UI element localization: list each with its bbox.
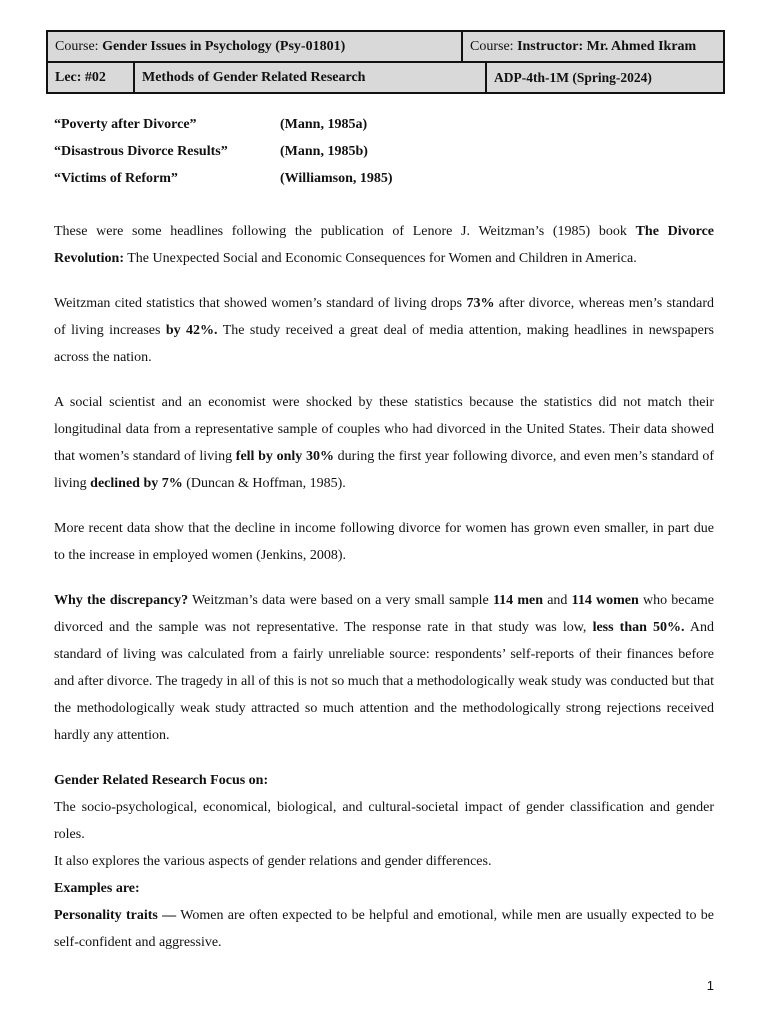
headline-quote: “Disastrous Divorce Results”	[54, 143, 228, 159]
paragraph-weitzman-stats	[54, 290, 714, 371]
instructor-cell	[461, 32, 723, 61]
header-row-1	[48, 32, 723, 61]
course-cell	[48, 32, 461, 61]
example-label: Personality traits —	[54, 908, 177, 923]
text-run: and	[543, 593, 572, 608]
headline-list	[54, 111, 714, 192]
focus-heading: Gender Related Research Focus on:	[54, 773, 269, 788]
header-row-2	[48, 61, 723, 92]
examples-heading: Examples are:	[54, 881, 140, 896]
headline-citation: (Mann, 1985b)	[280, 143, 368, 159]
stat-highlight: 114 women	[571, 593, 639, 608]
headline-item	[54, 111, 714, 138]
text-run: A social scientist and an economist were shocked by these statistics because the statistics did not match their longitudinal data from a representative sample of couples who had divorced in the United States. Their data showed that women’s standard of living	[54, 395, 714, 464]
stat-highlight: 114 men	[492, 593, 544, 608]
instructor-label: Course:	[470, 38, 514, 54]
text-run: after divorce, whereas men’s standard of living increases	[54, 296, 714, 338]
text-run: (Duncan & Hoffman, 1985).	[182, 476, 346, 491]
course-name: Gender Issues in Psychology (Psy-01801)	[102, 38, 346, 54]
headline-citation: (Williamson, 1985)	[280, 170, 393, 186]
stat-highlight: declined by 7%	[90, 476, 183, 491]
focus-line-2: It also explores the various aspects of gender relations and gender differences.	[54, 854, 492, 869]
text-run: Weitzman’s data were based on a very small sample	[188, 593, 493, 608]
course-label: Course:	[55, 38, 99, 54]
stat-highlight: less than 50%.	[592, 620, 685, 635]
text-run: And standard of living was calculated from a fairly unreliable source: respondents’ self-reports of their finances before and after divorce. The tragedy in all of this is not so much that a methodologically weak study was conducted but that the methodologically weak study attracted so much attention and the methodologically strong rejections received hardly any attention.	[54, 620, 715, 743]
term-code: ADP-4th-1M (Spring-2024)	[485, 63, 723, 92]
headline-quote: “Victims of Reform”	[54, 170, 178, 186]
stat-highlight: by 42%.	[165, 323, 218, 338]
text-run: Weitzman cited statistics that showed women’s standard of living drops	[54, 296, 467, 311]
headline-citation: (Mann, 1985a)	[280, 116, 368, 132]
lecture-title: Methods of Gender Related Research	[133, 63, 485, 92]
question-highlight: Why the discrepancy?	[54, 593, 189, 608]
course-header-table	[46, 30, 725, 94]
paragraph-duncan-hoffman	[54, 389, 714, 497]
text-run: The study received a great deal of media attention, making headlines in newspapers across the nation.	[54, 323, 715, 365]
headline-item	[54, 165, 714, 192]
headline-item	[54, 138, 714, 165]
text-run: The Unexpected Social and Economic Consequences for Women and Children in America.	[124, 251, 637, 266]
paragraph-discrepancy	[54, 587, 714, 749]
headline-quote: “Poverty after Divorce”	[54, 116, 197, 132]
text-run: who became divorced and the sample was not representative. The response rate in that study was low,	[54, 593, 715, 635]
stat-highlight: fell by only 30%	[235, 449, 334, 464]
instructor-name: Instructor: Mr. Ahmed Ikram	[517, 38, 697, 54]
lecture-number: Lec: #02	[55, 69, 106, 85]
document-body	[54, 111, 714, 956]
example-personality-traits	[54, 902, 714, 956]
paragraph-recent-data: More recent data show that the decline in income following divorce for women has grown even smaller, in part due to the increase in employed women (Jenkins, 2008).	[54, 521, 714, 563]
text-run: Women are often expected to be helpful and emotional, while men are usually expected to be self-confident and aggressive.	[54, 908, 714, 950]
focus-line-1: The socio-psychological, economical, biological, and cultural-societal impact of gender classification and gender roles.	[54, 800, 714, 842]
paragraph-book-intro	[54, 218, 714, 272]
text-run: These were some headlines following the publication of Lenore J. Weitzman’s (1985) book	[54, 224, 636, 239]
book-title: The Divorce Revolution:	[54, 224, 714, 266]
page-number: 1	[706, 978, 714, 993]
stat-highlight: 73%	[466, 296, 495, 311]
text-run: during the first year following divorce, and even men’s standard of living	[54, 449, 715, 491]
